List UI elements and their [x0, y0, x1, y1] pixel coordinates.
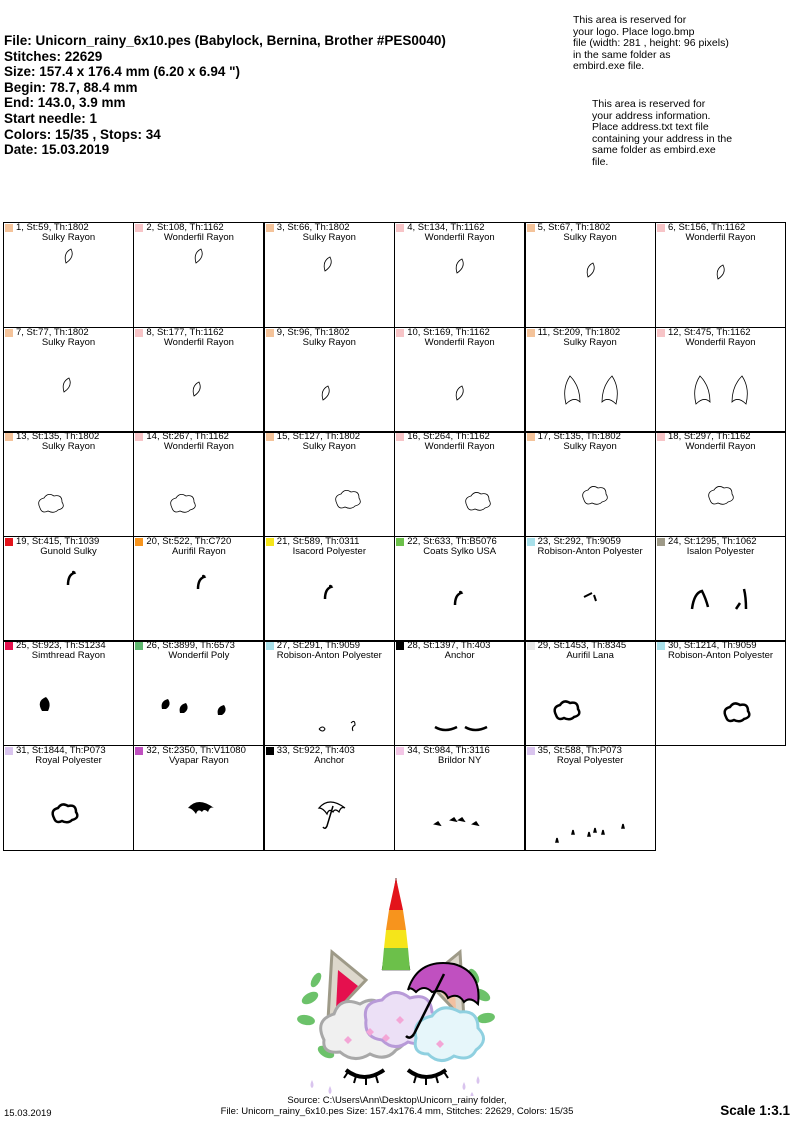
color-stop-cell [525, 745, 656, 851]
thread-brand: Wonderfil Rayon [424, 441, 495, 453]
stitch-preview [265, 537, 394, 641]
thread-brand: Robison-Anton Polyester [667, 650, 774, 662]
color-stop-cell [3, 536, 134, 642]
stop-label: 13, St:135, Th:1802 [16, 431, 100, 443]
stop-label: 20, St:522, Th:C720 [146, 535, 232, 547]
stop-label: 22, St:633, Th:B5076 [407, 535, 497, 547]
stitch-preview [656, 641, 785, 745]
file-info [4, 33, 446, 158]
stop-label: 18, St:297, Th:1162 [668, 431, 751, 443]
stitch-preview [395, 537, 524, 641]
stitch-preview [526, 641, 655, 745]
stop-label: 9, St:96, Th:1802 [276, 326, 350, 338]
thread-brand: Wonderfil Rayon [685, 232, 756, 243]
color-stop-cell [264, 745, 395, 851]
color-stop-cell [133, 745, 264, 851]
scale-label: Scale 1:3.1 [720, 1103, 790, 1118]
thread-brand: Royal Polyester [35, 755, 102, 766]
stitch-preview [4, 432, 133, 536]
stop-label: 32, St:2350, Th:V11080 [146, 745, 246, 756]
color-stop-cell [133, 536, 264, 642]
thread-brand: Wonderfil Rayon [163, 336, 234, 348]
design-size: Size: 157.4 x 176.4 mm (6.20 x 6.94 ") [4, 64, 241, 80]
footer-info [0, 1096, 794, 1117]
thread-brand: Sulky Rayon [302, 232, 356, 243]
rainbow-horn [382, 878, 410, 970]
thread-brand: Isacord Polyester [292, 545, 366, 557]
stop-label: 21, St:589, Th:0311 [276, 535, 360, 547]
stop-label: 12, St:475, Th:1162 [668, 326, 751, 338]
thread-brand: Sulky Rayon [563, 441, 617, 453]
stop-label: 27, St:291, Th:9059 [276, 640, 361, 652]
thread-brand: Sulky Rayon [41, 336, 96, 348]
thread-brand: Anchor [314, 755, 345, 766]
address-placeholder-note: This area is reserved for your address information. Place address.txt text file containing your address in the same folder as embird.exe file. [592, 98, 733, 168]
file-name: File: Unicorn_rainy_6x10.pes (Babylock, Bernina, Brother #PES0040) [4, 33, 446, 48]
color-stop-cell [394, 222, 525, 328]
stitch-preview [526, 537, 655, 641]
stop-label: 10, St:169, Th:1162 [407, 326, 490, 338]
color-stop-cell [264, 536, 395, 642]
thread-brand: Isalon Polyester [686, 545, 755, 557]
stitch-preview [4, 223, 133, 327]
stop-label: 31, St:1844, Th:P073 [16, 745, 106, 756]
color-stop-cell [264, 222, 395, 328]
stop-label: 4, St:134, Th:1162 [407, 222, 485, 233]
stop-label: 30, St:1214, Th:9059 [668, 640, 757, 652]
stop-label: 33, St:922, Th:403 [276, 745, 355, 756]
color-stop-cell [525, 536, 656, 642]
color-stop-cell [264, 327, 395, 433]
stop-label: 23, St:292, Th:9059 [537, 535, 621, 547]
color-stop-cell [655, 222, 786, 328]
stop-label: 16, St:264, Th:1162 [407, 431, 490, 443]
color-stop-cell [394, 327, 525, 433]
stop-label: 7, St:77, Th:1802 [16, 326, 89, 338]
stop-label: 25, St:923, Th:S1234 [16, 640, 106, 652]
thread-brand: Simthread Rayon [31, 650, 106, 662]
stop-label: 8, St:177, Th:1162 [146, 326, 224, 338]
stitch-preview [656, 328, 785, 432]
thread-brand: Wonderfil Rayon [163, 441, 234, 453]
color-stop-cell [655, 536, 786, 642]
stitch-preview [265, 432, 394, 536]
color-stop-cell [264, 431, 395, 537]
source-path: Source: C:\Users\Ann\Desktop\Unicorn_rainy folder, [287, 1095, 507, 1106]
stop-label: 3, St:66, Th:1802 [276, 222, 350, 233]
thread-brand: Brildor NY [438, 755, 482, 766]
stop-label: 24, St:1295, Th:1062 [668, 535, 757, 547]
stitch-preview [134, 746, 263, 850]
stitch-preview [4, 328, 133, 432]
colors-stops: Colors: 15/35 , Stops: 34 [4, 126, 161, 142]
color-stop-cell [525, 327, 656, 433]
color-stop-cell [133, 640, 264, 746]
stitch-preview [395, 746, 524, 850]
thread-brand: Coats Sylko USA [423, 545, 497, 557]
thread-brand: Wonderfil Poly [168, 650, 230, 662]
color-stop-cell [3, 745, 134, 851]
eyes [344, 1070, 448, 1085]
stitch-preview [656, 223, 785, 327]
color-stop-cell [525, 640, 656, 746]
thread-brand: Sulky Rayon [41, 232, 96, 243]
logo-placeholder-note: This area is reserved for your logo. Place logo.bmp file (width: 281 , height: 96 pixels) in the same folder as embird.exe file. [573, 14, 729, 73]
thread-brand: Wonderfil Rayon [685, 336, 756, 348]
stop-label: 34, St:984, Th:3116 [407, 745, 490, 756]
thread-brand: Sulky Rayon [563, 336, 617, 348]
stitch-preview [656, 432, 785, 536]
stitch-preview [134, 328, 263, 432]
stitch-preview [526, 432, 655, 536]
stitch-preview [134, 223, 263, 327]
file-date: Date: 15.03.2019 [4, 142, 110, 158]
stop-label: 17, St:135, Th:1802 [537, 431, 621, 443]
color-stop-cell [264, 640, 395, 746]
thread-brand: Anchor [444, 650, 475, 662]
thread-brand: Sulky Rayon [563, 232, 617, 243]
stop-label: 26, St:3899, Th:6573 [146, 640, 235, 652]
stitch-count: Stitches: 22629 [4, 48, 103, 64]
thread-brand: Wonderfil Rayon [685, 441, 756, 453]
stitch-preview [526, 746, 655, 850]
color-stop-cell [3, 640, 134, 746]
thread-brand: Robison-Anton Polyester [276, 650, 382, 662]
raindrops [311, 1076, 480, 1096]
stop-label: 14, St:267, Th:1162 [146, 431, 229, 443]
stop-label: 29, St:1453, Th:8345 [537, 640, 627, 652]
stitch-preview [265, 223, 394, 327]
color-stop-cell [655, 640, 786, 746]
stitch-preview [4, 537, 133, 641]
stop-label: 15, St:127, Th:1802 [276, 431, 361, 443]
stitch-preview [395, 223, 524, 327]
color-stop-cell [3, 327, 134, 433]
stitch-preview [265, 641, 394, 745]
stop-label: 35, St:588, Th:P073 [537, 745, 622, 756]
stitch-preview [526, 328, 655, 432]
thread-brand: Sulky Rayon [41, 441, 96, 453]
color-stop-cell [3, 431, 134, 537]
color-stop-cell [525, 222, 656, 328]
thread-brand: Royal Polyester [556, 755, 624, 766]
color-stop-grid [3, 222, 786, 852]
stop-label: 19, St:415, Th:1039 [16, 535, 100, 547]
stitch-preview [134, 537, 263, 641]
stitch-preview [265, 746, 394, 850]
stitch-preview [395, 641, 524, 745]
color-stop-cell [133, 327, 264, 433]
stitch-preview [265, 328, 394, 432]
color-stop-cell [394, 745, 525, 851]
file-summary: File: Unicorn_rainy_6x10.pes Size: 157.4x176.4 mm, Stitches: 22629, Colors: 15/35 [220, 1105, 574, 1117]
color-stop-cell [655, 431, 786, 537]
color-stop-cell [394, 536, 525, 642]
thread-brand: Wonderfil Rayon [163, 232, 234, 243]
begin-coords: Begin: 78.7, 88.4 mm [4, 79, 138, 95]
color-stop-cell [655, 327, 786, 433]
stitch-preview [4, 641, 133, 745]
start-needle: Start needle: 1 [4, 110, 98, 126]
thread-brand: Gunold Sulky [40, 545, 97, 557]
thread-brand: Wonderfil Rayon [424, 232, 495, 243]
color-stop-cell [525, 431, 656, 537]
stitch-preview [4, 746, 133, 850]
thread-brand: Vyapar Rayon [168, 755, 229, 766]
stitch-preview [395, 432, 524, 536]
thread-brand: Robison-Anton Polyester [537, 545, 643, 557]
stitch-preview [526, 223, 655, 327]
thread-brand: Sulky Rayon [302, 441, 356, 453]
end-coords: End: 143.0, 3.9 mm [4, 95, 126, 111]
color-stop-cell [133, 431, 264, 537]
stitch-preview [395, 328, 524, 432]
stop-label: 2, St:108, Th:1162 [146, 222, 224, 233]
stop-label: 5, St:67, Th:1802 [537, 222, 611, 233]
stop-label: 1, St:59, Th:1802 [16, 222, 89, 233]
thread-brand: Wonderfil Rayon [424, 336, 495, 348]
stop-label: 6, St:156, Th:1162 [668, 222, 746, 233]
color-stop-cell [394, 431, 525, 537]
stop-label: 11, St:209, Th:1802 [537, 326, 621, 338]
design-preview [296, 870, 498, 1096]
color-stop-cell [3, 222, 134, 328]
stitch-preview [656, 537, 785, 641]
thread-brand: Aurifil Lana [566, 650, 614, 662]
color-stop-cell [394, 640, 525, 746]
color-stop-cell [133, 222, 264, 328]
thread-brand: Sulky Rayon [302, 336, 356, 348]
stitch-preview [134, 432, 263, 536]
stitch-preview [134, 641, 263, 745]
stop-label: 28, St:1397, Th:403 [407, 640, 491, 652]
footer-date: 15.03.2019 [4, 1108, 52, 1119]
thread-brand: Aurifil Rayon [171, 545, 226, 557]
